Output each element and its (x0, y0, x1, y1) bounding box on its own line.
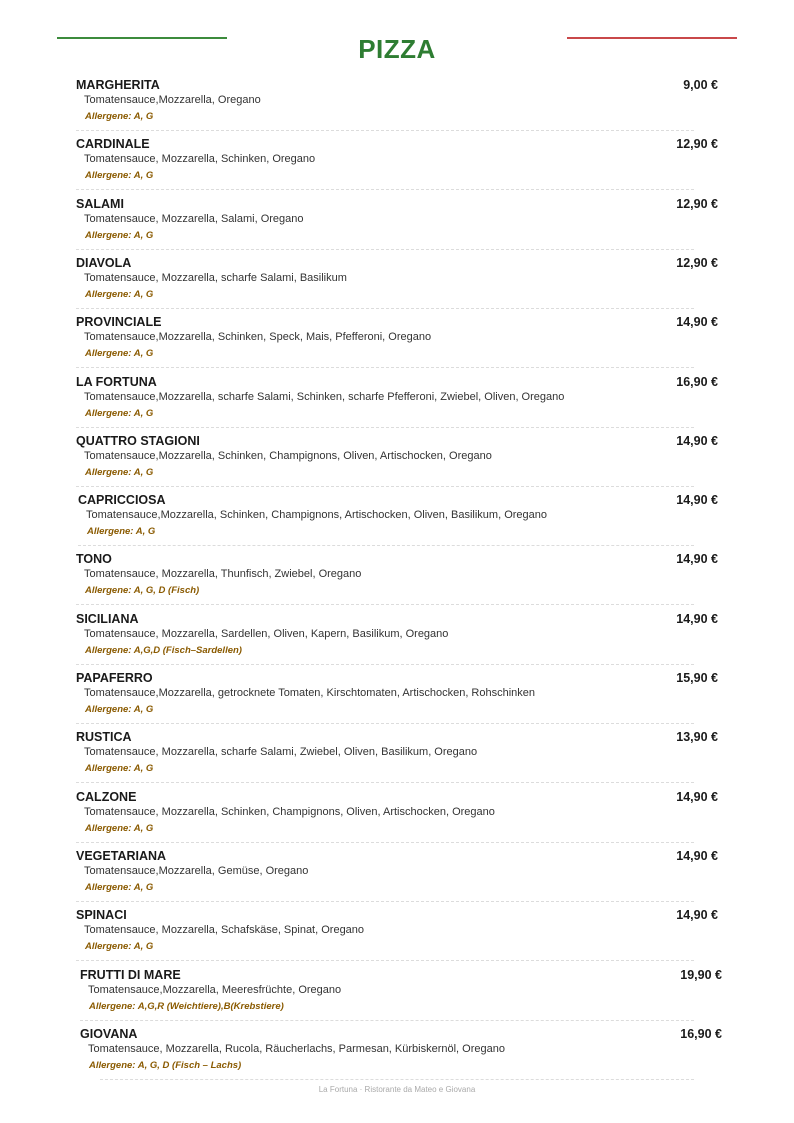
item-divider (76, 308, 694, 309)
item-price: 14,90 € (676, 611, 718, 626)
item-allergens: Allergene: A, G (87, 526, 156, 538)
menu-item (76, 432, 718, 491)
item-allergens: Allergene: A, G (85, 407, 154, 419)
item-price: 14,90 € (676, 552, 718, 567)
item-name: QUATTRO STAGIONI (76, 433, 200, 448)
item-divider (76, 486, 694, 487)
item-divider (76, 130, 694, 131)
item-description: Tomatensauce,Mozzarella, getrocknete Tomaten, Kirschtomaten, Artischocken, Rohschinken (84, 687, 536, 699)
item-description: Tomatensauce,Mozzarella, Schinken, Speck, Mais, Pfefferoni, Oregano (84, 331, 432, 344)
menu-item (76, 135, 718, 194)
menu-item (80, 1025, 722, 1084)
item-allergens: Allergene: A, G (85, 822, 154, 834)
item-divider (76, 189, 694, 190)
item-description: Tomatensauce, Mozzarella, Rucola, Räucherlachs, Parmesan, Kürbiskernöl, Oregano (88, 1042, 505, 1055)
item-name: FRUTTI DI MARE (80, 967, 181, 982)
item-price: 14,90 € (676, 433, 718, 448)
item-name: SICILIANA (76, 611, 139, 626)
item-name: RUSTICA (76, 730, 132, 745)
menu-item (76, 847, 718, 906)
item-description: Tomatensauce, Mozzarella, scharfe Salami, Zwiebel, Oliven, Basilikum, Oregano (84, 746, 478, 759)
menu-item (76, 373, 718, 432)
item-name: CARDINALE (76, 137, 150, 152)
item-allergens: Allergene: A, G (85, 881, 154, 893)
item-divider (76, 723, 694, 724)
item-price: 14,90 € (676, 315, 718, 330)
menu-item (76, 313, 718, 372)
item-divider (76, 901, 694, 902)
item-allergens: Allergene: A, G (85, 763, 154, 775)
item-description: Tomatensauce, Mozzarella, Schinken, Champignons, Oliven, Artischocken, Oregano (84, 805, 495, 818)
item-description: Tomatensauce,Mozzarella, Gemüse, Oregano (84, 864, 309, 877)
item-divider (76, 249, 694, 250)
item-allergens: Allergene: A, G, D (Fisch) (85, 585, 200, 597)
item-description: Tomatensauce, Mozzarella, Salami, Oregano (84, 212, 304, 225)
item-divider (78, 545, 694, 546)
item-price: 14,90 € (676, 789, 718, 804)
menu-item (76, 788, 718, 847)
menu-item (76, 195, 718, 254)
item-name: TONO (76, 552, 112, 567)
item-description: Tomatensauce, Mozzarella, scharfe Salami, Basilikum (84, 271, 347, 284)
item-description: Tomatensauce, Mozzarella, Schafskäse, Spinat, Oregano (84, 924, 365, 937)
item-description: Tomatensauce,Mozzarella, Oregano (84, 94, 261, 106)
menu-item (78, 491, 718, 550)
item-name: PROVINCIALE (76, 315, 162, 330)
item-price: 15,90 € (676, 671, 718, 685)
item-allergens: Allergene: A,G,R (Weichtiere),B(Krebstiere) (89, 1000, 284, 1012)
item-description: Tomatensauce,Mozzarella, Schinken, Champignons, Artischocken, Oliven, Basilikum, Oregano (86, 509, 548, 522)
item-divider (76, 604, 694, 605)
item-allergens: Allergene: A, G, D (Fisch – Lachs) (89, 1059, 242, 1071)
item-name: CAPRICCIOSA (78, 493, 166, 508)
footer-divider (100, 1079, 694, 1080)
item-divider (76, 960, 694, 961)
item-allergens: Allergene: A, G (85, 704, 154, 715)
menu-item (76, 669, 718, 728)
item-price: 19,90 € (680, 967, 722, 982)
item-price: 14,90 € (676, 908, 718, 923)
item-divider (76, 427, 694, 428)
menu-item (76, 550, 718, 609)
item-price: 14,90 € (676, 493, 718, 508)
item-name: DIAVOLA (76, 255, 132, 270)
item-price: 16,90 € (676, 374, 718, 389)
menu-item (76, 76, 718, 135)
header-rule-right (567, 37, 737, 39)
menu-item (76, 254, 718, 313)
menu-item (76, 906, 718, 965)
item-name: LA FORTUNA (76, 374, 157, 389)
page-footer: La Fortuna · Ristorante da Mateo e Giovana (318, 1085, 476, 1094)
item-price: 16,90 € (680, 1026, 722, 1041)
menu-item (76, 610, 718, 669)
item-divider (80, 1020, 694, 1021)
item-name: GIOVANA (80, 1026, 138, 1041)
item-divider (76, 842, 694, 843)
item-allergens: Allergene: A, G (85, 288, 154, 300)
item-price: 14,90 € (676, 848, 718, 863)
item-description: Tomatensauce,Mozzarella, Schinken, Champignons, Oliven, Artischocken, Oregano (84, 449, 492, 462)
item-description: Tomatensauce, Mozzarella, Sardellen, Oliven, Kapern, Basilikum, Oregano (84, 627, 449, 640)
item-price: 9,00 € (683, 78, 718, 92)
menu-item (76, 728, 718, 787)
item-price: 13,90 € (676, 730, 718, 745)
item-allergens: Allergene: A, G (85, 466, 154, 478)
item-price: 12,90 € (676, 255, 718, 270)
item-price: 12,90 € (676, 196, 718, 211)
item-name: PAPAFERRO (76, 671, 153, 685)
item-price: 12,90 € (676, 137, 718, 152)
item-name: SPINACI (76, 908, 127, 923)
item-allergens: Allergene: A, G (85, 170, 154, 182)
page-title: PIZZA (358, 34, 436, 64)
item-allergens: Allergene: A,G,D (Fisch–Sardellen) (85, 644, 242, 656)
item-name: MARGHERITA (76, 78, 160, 92)
menu-item (80, 966, 722, 1025)
item-allergens: Allergene: A, G (85, 229, 154, 241)
item-description: Tomatensauce, Mozzarella, Thunfisch, Zwiebel, Oregano (84, 568, 362, 581)
item-name: CALZONE (76, 789, 137, 804)
item-name: VEGETARIANA (76, 848, 167, 863)
item-description: Tomatensauce,Mozzarella, scharfe Salami, Schinken, scharfe Pfefferoni, Zwiebel, Oliven, Oregano (84, 390, 565, 403)
item-allergens: Allergene: A, G (85, 348, 154, 360)
item-divider (76, 782, 694, 783)
item-allergens: Allergene: A, G (85, 111, 154, 122)
item-description: Tomatensauce,Mozzarella, Meeresfrüchte, Oregano (88, 983, 342, 996)
item-allergens: Allergene: A, G (85, 941, 154, 953)
item-divider (76, 664, 694, 665)
item-name: SALAMI (76, 196, 124, 211)
item-description: Tomatensauce, Mozzarella, Schinken, Oregano (84, 153, 316, 166)
item-divider (76, 367, 694, 368)
